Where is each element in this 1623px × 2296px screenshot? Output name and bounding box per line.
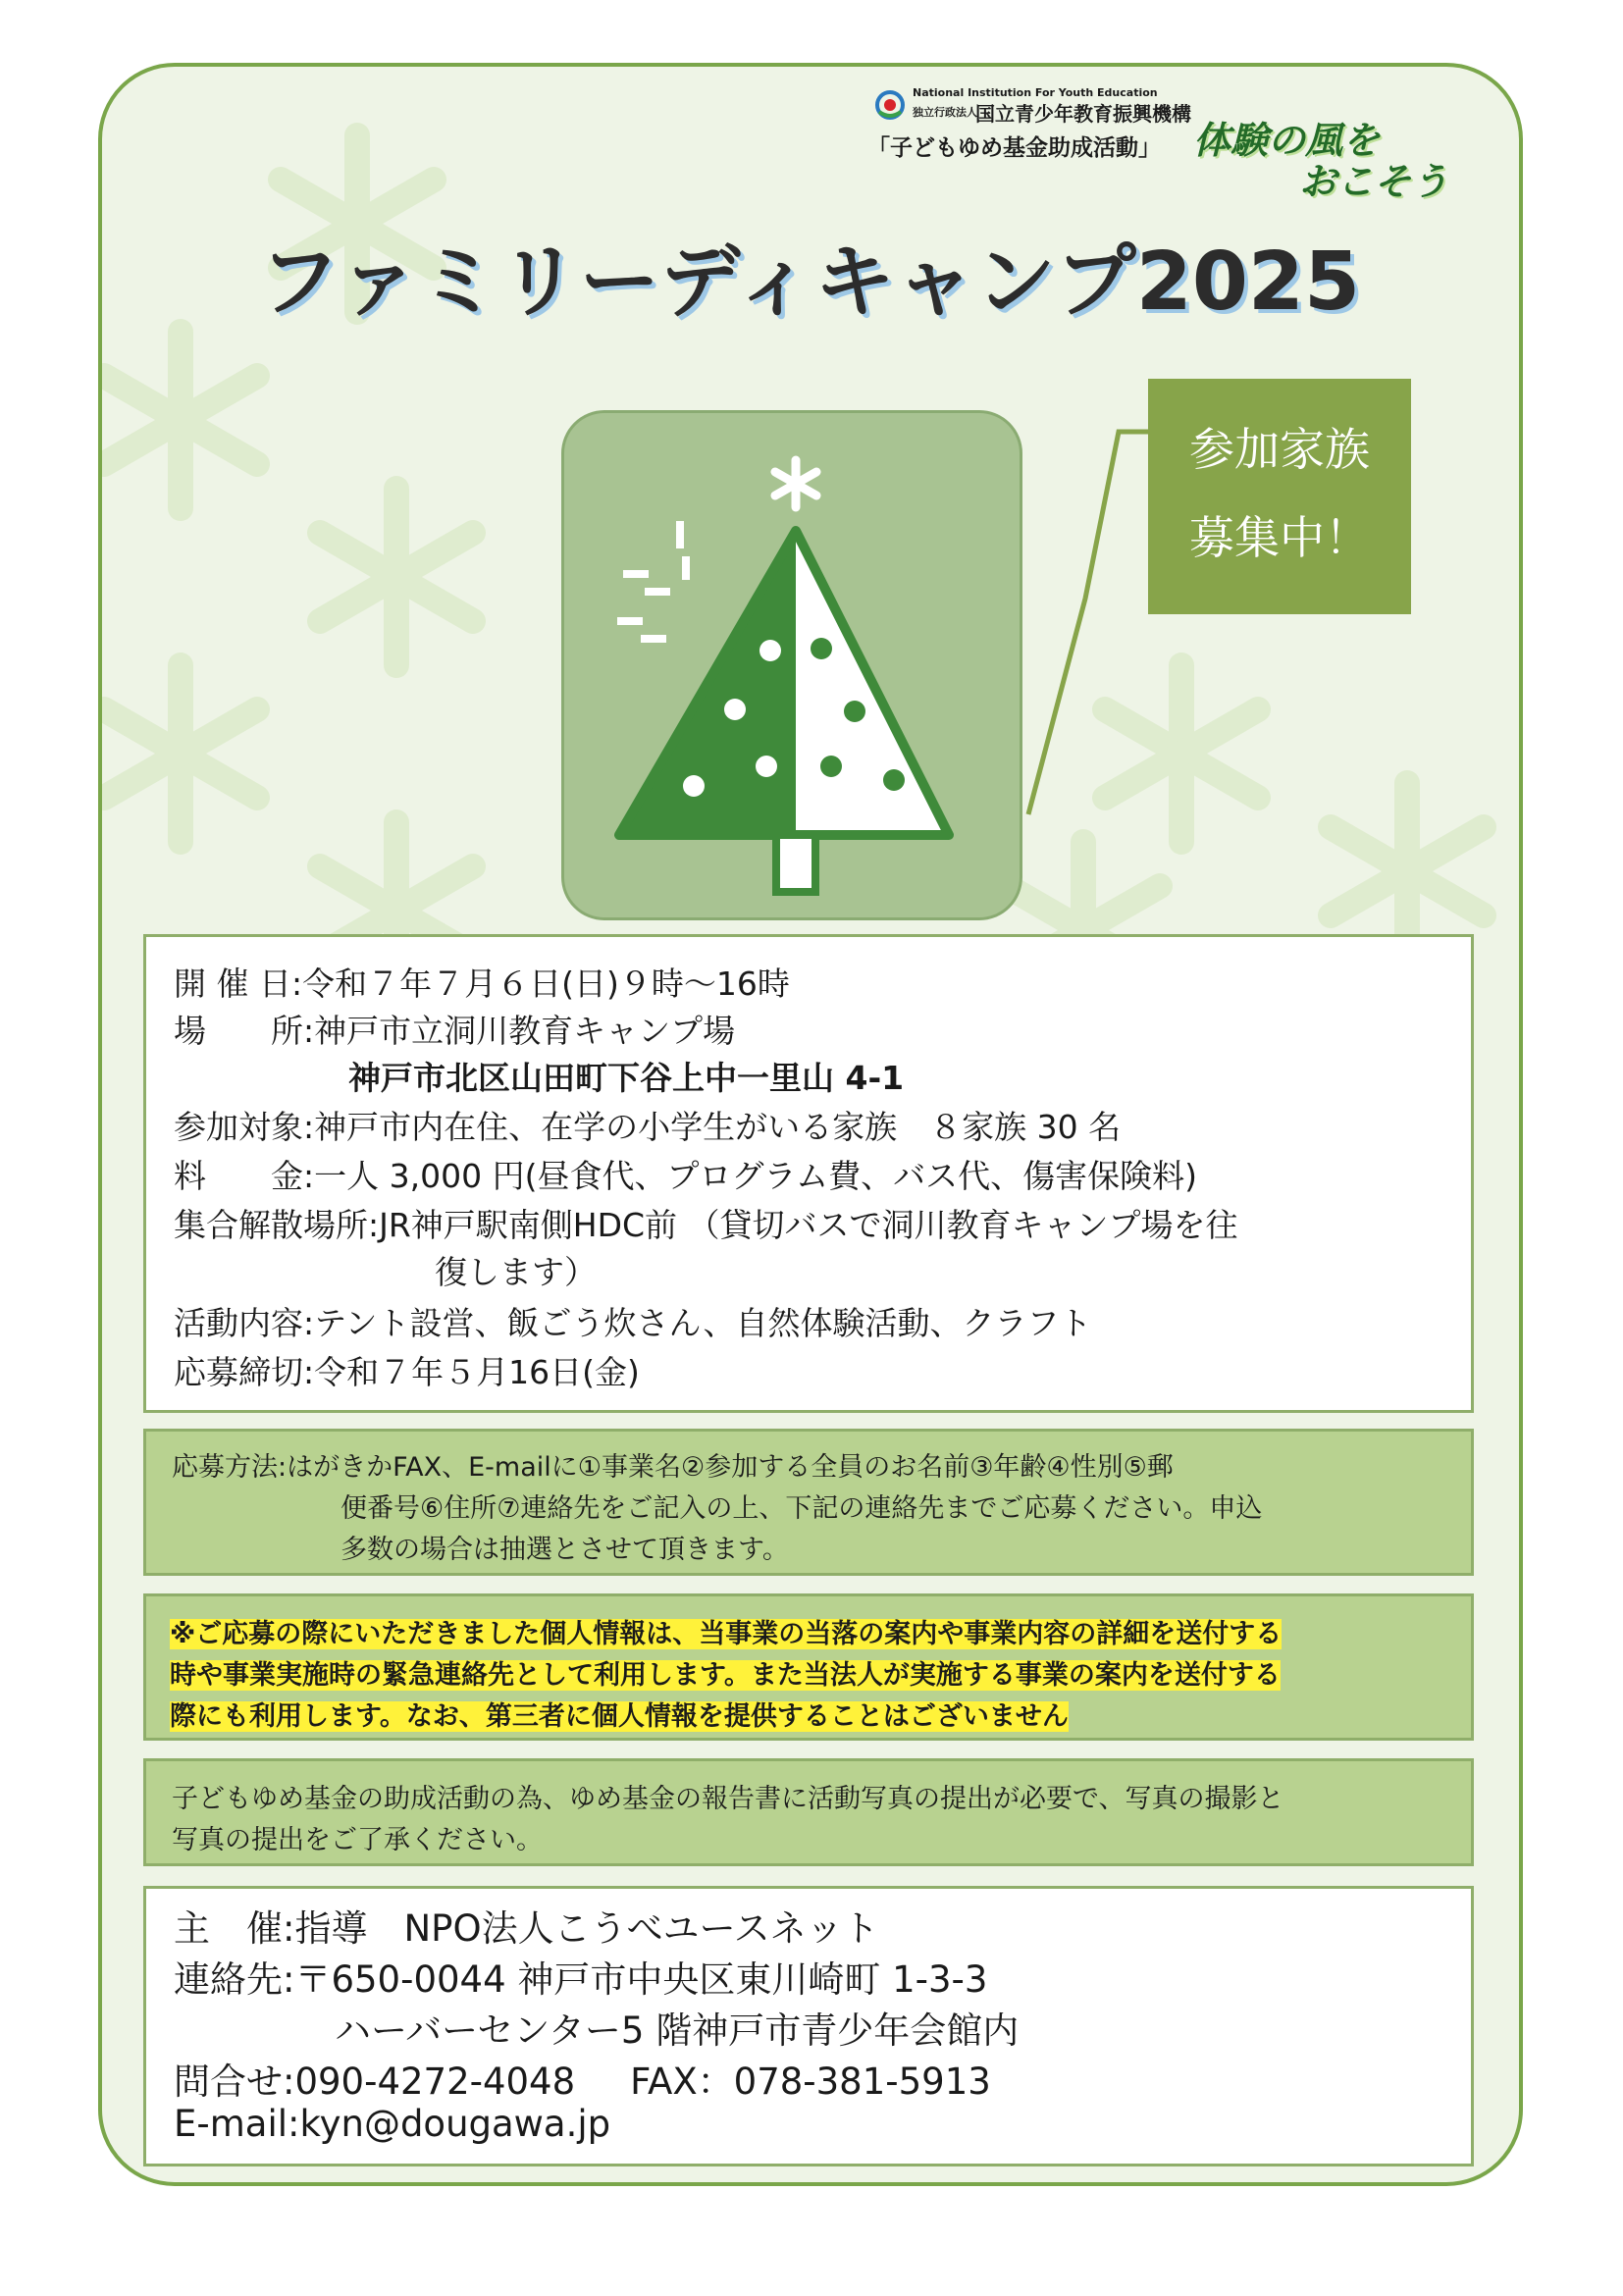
contact-phone-fax: 問合せ:090-4272-4048 FAX：078-381-5913	[174, 2061, 991, 2103]
method-line1: 応募方法:はがきかFAX、E-mailに①事業名②参加する全員のお名前③年齢④性別⑤郵	[172, 1452, 1174, 1483]
page-title: ファミリーディキャンプ2025	[258, 235, 1361, 329]
slogan-line2: おこそう	[1299, 160, 1449, 203]
info-row-fee: 料 金:一人 3,000 円(昼食代、プログラム費、バス代、傷害保険料)	[174, 1157, 1197, 1195]
tree-illustration	[561, 410, 1022, 920]
info-row-deadline: 応募締切:令和７年５月16日(金)	[174, 1353, 640, 1391]
info-row-meeting-place-cont: 復します）	[435, 1253, 597, 1291]
contact-box	[143, 1886, 1474, 2166]
contact-host: 主 催:指導 NPO法人こうべユースネット	[174, 1907, 879, 1950]
contact-email-link[interactable]: kyn@dougawa.jp	[299, 2103, 611, 2145]
contact-email-row: E-mail:kyn@dougawa.jp	[174, 2103, 611, 2145]
photo-line1: 子どもゆめ基金の助成活動の為、ゆめ基金の報告書に活動写真の提出が必要で、写真の撮影と	[172, 1784, 1284, 1814]
event-info-box	[143, 934, 1474, 1413]
info-row-venue: 場 所:神戸市立洞川教育キャンプ場	[174, 1012, 736, 1050]
sponsor-block	[867, 86, 1191, 169]
info-row-date: 開 催 日:令和７年７月６日(日)９時～16時	[174, 965, 790, 1003]
info-row-meeting-place: 集合解散場所:JR神戸駅南側HDC前 （貸切バスで洞川教育キャンプ場を往	[174, 1206, 1238, 1244]
contact-address-line2: ハーバーセンター5 階神戸市青少年会館内	[335, 2009, 1020, 2052]
method-line2: 便番号⑥住所⑦連絡先をご記入の上、下記の連絡先までご応募ください。申込	[340, 1493, 1263, 1524]
contact-phone[interactable]: 090-4272-4048	[294, 2061, 576, 2103]
photo-consent-box	[143, 1758, 1474, 1866]
method-line3: 多数の場合は抽選とさせて頂きます。	[340, 1535, 789, 1565]
slogan-logo	[1189, 110, 1454, 203]
institution-logo-icon	[875, 90, 905, 120]
callout-line2: 募集中！	[1189, 511, 1370, 564]
callout-line1: 参加家族	[1189, 423, 1370, 476]
info-row-activities: 活動内容:テント設営、飯ごう炊さん、自然体験活動、クラフト	[174, 1304, 1092, 1342]
contact-fax: FAX：078-381-5913	[630, 2061, 991, 2103]
sponsor-org-type: 独立行政法人	[913, 106, 977, 119]
recruiting-callout	[1148, 379, 1411, 614]
sponsor-program: 「子どもゆめ基金助成活動」	[867, 135, 1161, 161]
privacy-line1: ※ご応募の際にいただきました個人情報は、当事業の当落の案内や事業内容の詳細を送付する	[170, 1619, 1283, 1649]
slogan-line1: 体験の風を	[1193, 119, 1381, 162]
privacy-line3: 際にも利用します。なお、第三者に個人情報を提供することはございません	[170, 1701, 1069, 1732]
info-row-eligibility: 参加対象:神戸市内在住、在学の小学生がいる家族 ８家族 30 名	[174, 1108, 1122, 1146]
photo-line2: 写真の提出をご了承ください。	[172, 1825, 543, 1855]
privacy-notice-box	[143, 1593, 1474, 1741]
info-row-venue-address: 神戸市北区山田町下谷上中一里山 4-1	[348, 1059, 905, 1097]
contact-address: 連絡先:〒650-0044 神戸市中央区東川崎町 1-3-3	[174, 1958, 988, 2001]
sponsor-english-name: National Institution For Youth Education	[913, 86, 1158, 99]
privacy-line2: 時や事業実施時の緊急連絡先として利用します。また当法人が実施する事業の案内を送付する	[170, 1660, 1281, 1691]
christmas-tree-icon	[564, 413, 1025, 923]
sponsor-org-name: 国立青少年教育振興機構	[975, 102, 1191, 126]
application-method-box	[143, 1429, 1474, 1576]
